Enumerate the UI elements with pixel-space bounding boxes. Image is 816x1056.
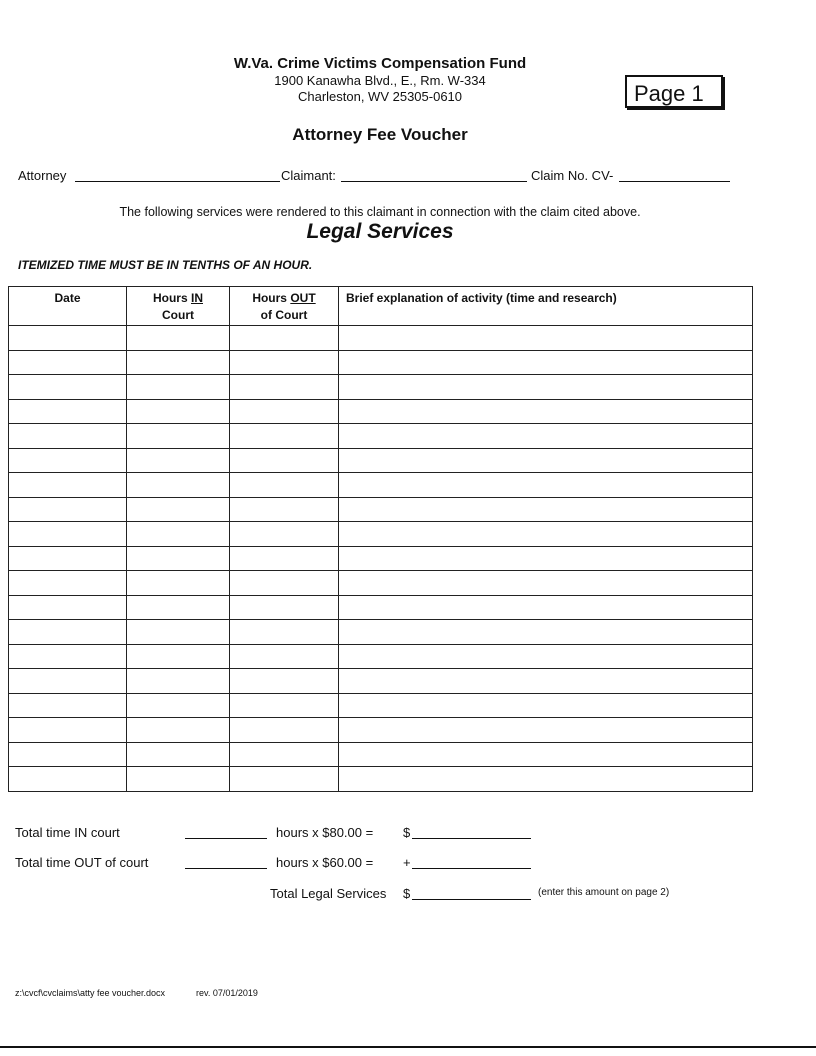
footer-revision: rev. 07/01/2019 <box>196 988 258 998</box>
voucher-title: Attorney Fee Voucher <box>292 125 468 144</box>
date-cell[interactable] <box>9 718 127 743</box>
page-number-box: Page 1 <box>625 75 723 108</box>
hours-in-cell[interactable] <box>127 546 230 571</box>
hours-in-cell[interactable] <box>127 620 230 645</box>
hours-out-cell[interactable] <box>230 473 339 498</box>
table-row <box>9 571 753 596</box>
org-name: W.Va. Crime Victims Compensation Fund <box>233 55 527 72</box>
date-cell[interactable] <box>9 595 127 620</box>
table-row <box>9 326 753 351</box>
date-cell[interactable] <box>9 350 127 375</box>
hours-in-cell[interactable] <box>127 644 230 669</box>
total-legal-symbol: $ <box>403 886 411 901</box>
date-cell[interactable] <box>9 571 127 596</box>
hours-out-cell[interactable] <box>230 497 339 522</box>
table-row <box>9 546 753 571</box>
hours-in-cell[interactable] <box>127 571 230 596</box>
address-line-2: Charleston, WV 25305-0610 <box>297 89 463 104</box>
hours-in-cell[interactable] <box>127 718 230 743</box>
date-cell[interactable] <box>9 644 127 669</box>
brief-cell[interactable] <box>339 375 753 400</box>
table-row <box>9 350 753 375</box>
hours-out-cell[interactable] <box>230 546 339 571</box>
brief-cell[interactable] <box>339 620 753 645</box>
itemized-notice: ITEMIZED TIME MUST BE IN TENTHS OF AN HOUR. <box>18 258 313 272</box>
hours-in-cell[interactable] <box>127 473 230 498</box>
brief-cell[interactable] <box>339 546 753 571</box>
table-row <box>9 595 753 620</box>
date-cell[interactable] <box>9 375 127 400</box>
total-in-label: Total time IN court <box>15 825 120 840</box>
col-header-date: Date <box>9 287 127 326</box>
date-cell[interactable] <box>9 424 127 449</box>
hours-out-cell[interactable] <box>230 620 339 645</box>
hours-in-cell[interactable] <box>127 375 230 400</box>
hours-out-cell[interactable] <box>230 399 339 424</box>
hours-in-cell[interactable] <box>127 767 230 792</box>
brief-cell[interactable] <box>339 497 753 522</box>
table-row <box>9 767 753 792</box>
hours-in-cell[interactable] <box>127 595 230 620</box>
date-cell[interactable] <box>9 326 127 351</box>
date-cell[interactable] <box>9 546 127 571</box>
date-cell[interactable] <box>9 473 127 498</box>
date-cell[interactable] <box>9 669 127 694</box>
claimant-label: Claimant: <box>281 168 336 183</box>
total-legal-note: (enter this amount on page 2) <box>538 887 670 898</box>
total-legal-amount-field[interactable] <box>412 899 531 900</box>
attorney-field[interactable] <box>75 181 280 182</box>
hours-in-cell[interactable] <box>127 522 230 547</box>
footer-file-path: z:\cvcf\cvclaims\atty fee voucher.docx <box>15 988 166 998</box>
hours-out-cell[interactable] <box>230 595 339 620</box>
hours-in-cell[interactable] <box>127 448 230 473</box>
total-legal-label: Total Legal Services <box>270 886 387 901</box>
total-out-amount-field[interactable] <box>412 868 531 869</box>
total-out-label: Total time OUT of court <box>15 855 149 870</box>
brief-cell[interactable] <box>339 644 753 669</box>
col-header-hours-in: Hours IN Court <box>127 287 230 326</box>
hours-out-cell[interactable] <box>230 767 339 792</box>
brief-cell[interactable] <box>339 522 753 547</box>
hours-out-cell[interactable] <box>230 718 339 743</box>
total-in-hours-field[interactable] <box>185 838 267 839</box>
table-row <box>9 742 753 767</box>
bottom-rule <box>0 1046 816 1048</box>
brief-cell[interactable] <box>339 448 753 473</box>
brief-cell[interactable] <box>339 693 753 718</box>
date-cell[interactable] <box>9 522 127 547</box>
table-row <box>9 399 753 424</box>
legal-services-title: Legal Services <box>306 220 454 243</box>
total-out-symbol: + <box>403 855 411 870</box>
table-row <box>9 424 753 449</box>
brief-cell[interactable] <box>339 742 753 767</box>
hours-in-cell[interactable] <box>127 399 230 424</box>
hours-in-cell[interactable] <box>127 742 230 767</box>
date-cell[interactable] <box>9 399 127 424</box>
services-table <box>8 286 753 792</box>
hours-in-cell[interactable] <box>127 326 230 351</box>
hours-out-cell[interactable] <box>230 375 339 400</box>
brief-cell[interactable] <box>339 350 753 375</box>
table-row <box>9 448 753 473</box>
table-row <box>9 375 753 400</box>
brief-cell[interactable] <box>339 424 753 449</box>
hours-in-cell[interactable] <box>127 669 230 694</box>
total-in-rate: hours x $80.00 = <box>276 825 374 840</box>
hours-out-cell[interactable] <box>230 326 339 351</box>
total-out-hours-field[interactable] <box>185 868 267 869</box>
table-row <box>9 473 753 498</box>
claimant-field[interactable] <box>341 181 527 182</box>
brief-cell[interactable] <box>339 326 753 351</box>
address-line-1: 1900 Kanawha Blvd., E., Rm. W-334 <box>274 73 486 88</box>
date-cell[interactable] <box>9 620 127 645</box>
table-row <box>9 522 753 547</box>
attorney-label: Attorney <box>18 168 67 183</box>
table-row <box>9 718 753 743</box>
table-row <box>9 620 753 645</box>
hours-out-cell[interactable] <box>230 571 339 596</box>
services-statement: The following services were rendered to this claimant in connection with the claim cited above. <box>119 205 641 219</box>
claim-number-label: Claim No. CV- <box>531 168 614 183</box>
hours-in-cell[interactable] <box>127 424 230 449</box>
table-row <box>9 497 753 522</box>
total-in-amount-field[interactable] <box>412 838 531 839</box>
hours-out-cell[interactable] <box>230 693 339 718</box>
hours-out-cell[interactable] <box>230 644 339 669</box>
col-header-brief: Brief explanation of activity (time and research) <box>339 287 753 326</box>
hours-out-cell[interactable] <box>230 742 339 767</box>
hours-out-cell[interactable] <box>230 522 339 547</box>
hours-in-cell[interactable] <box>127 350 230 375</box>
brief-cell[interactable] <box>339 669 753 694</box>
table-row <box>9 693 753 718</box>
date-cell[interactable] <box>9 693 127 718</box>
table-header-row <box>9 287 753 326</box>
hours-out-cell[interactable] <box>230 350 339 375</box>
total-in-symbol: $ <box>403 825 411 840</box>
brief-cell[interactable] <box>339 571 753 596</box>
date-cell[interactable] <box>9 767 127 792</box>
table-body <box>9 326 753 792</box>
col-header-hours-out: Hours OUT of Court <box>230 287 339 326</box>
hours-out-cell[interactable] <box>230 424 339 449</box>
brief-cell[interactable] <box>339 718 753 743</box>
brief-cell[interactable] <box>339 399 753 424</box>
brief-cell[interactable] <box>339 595 753 620</box>
hours-in-cell[interactable] <box>127 497 230 522</box>
date-cell[interactable] <box>9 448 127 473</box>
table-row <box>9 644 753 669</box>
date-cell[interactable] <box>9 497 127 522</box>
total-out-rate: hours x $60.00 = <box>276 855 374 870</box>
brief-cell[interactable] <box>339 767 753 792</box>
claim-number-field[interactable] <box>619 181 730 182</box>
table-row <box>9 669 753 694</box>
hours-out-cell[interactable] <box>230 669 339 694</box>
hours-in-cell[interactable] <box>127 693 230 718</box>
brief-cell[interactable] <box>339 473 753 498</box>
date-cell[interactable] <box>9 742 127 767</box>
hours-out-cell[interactable] <box>230 448 339 473</box>
